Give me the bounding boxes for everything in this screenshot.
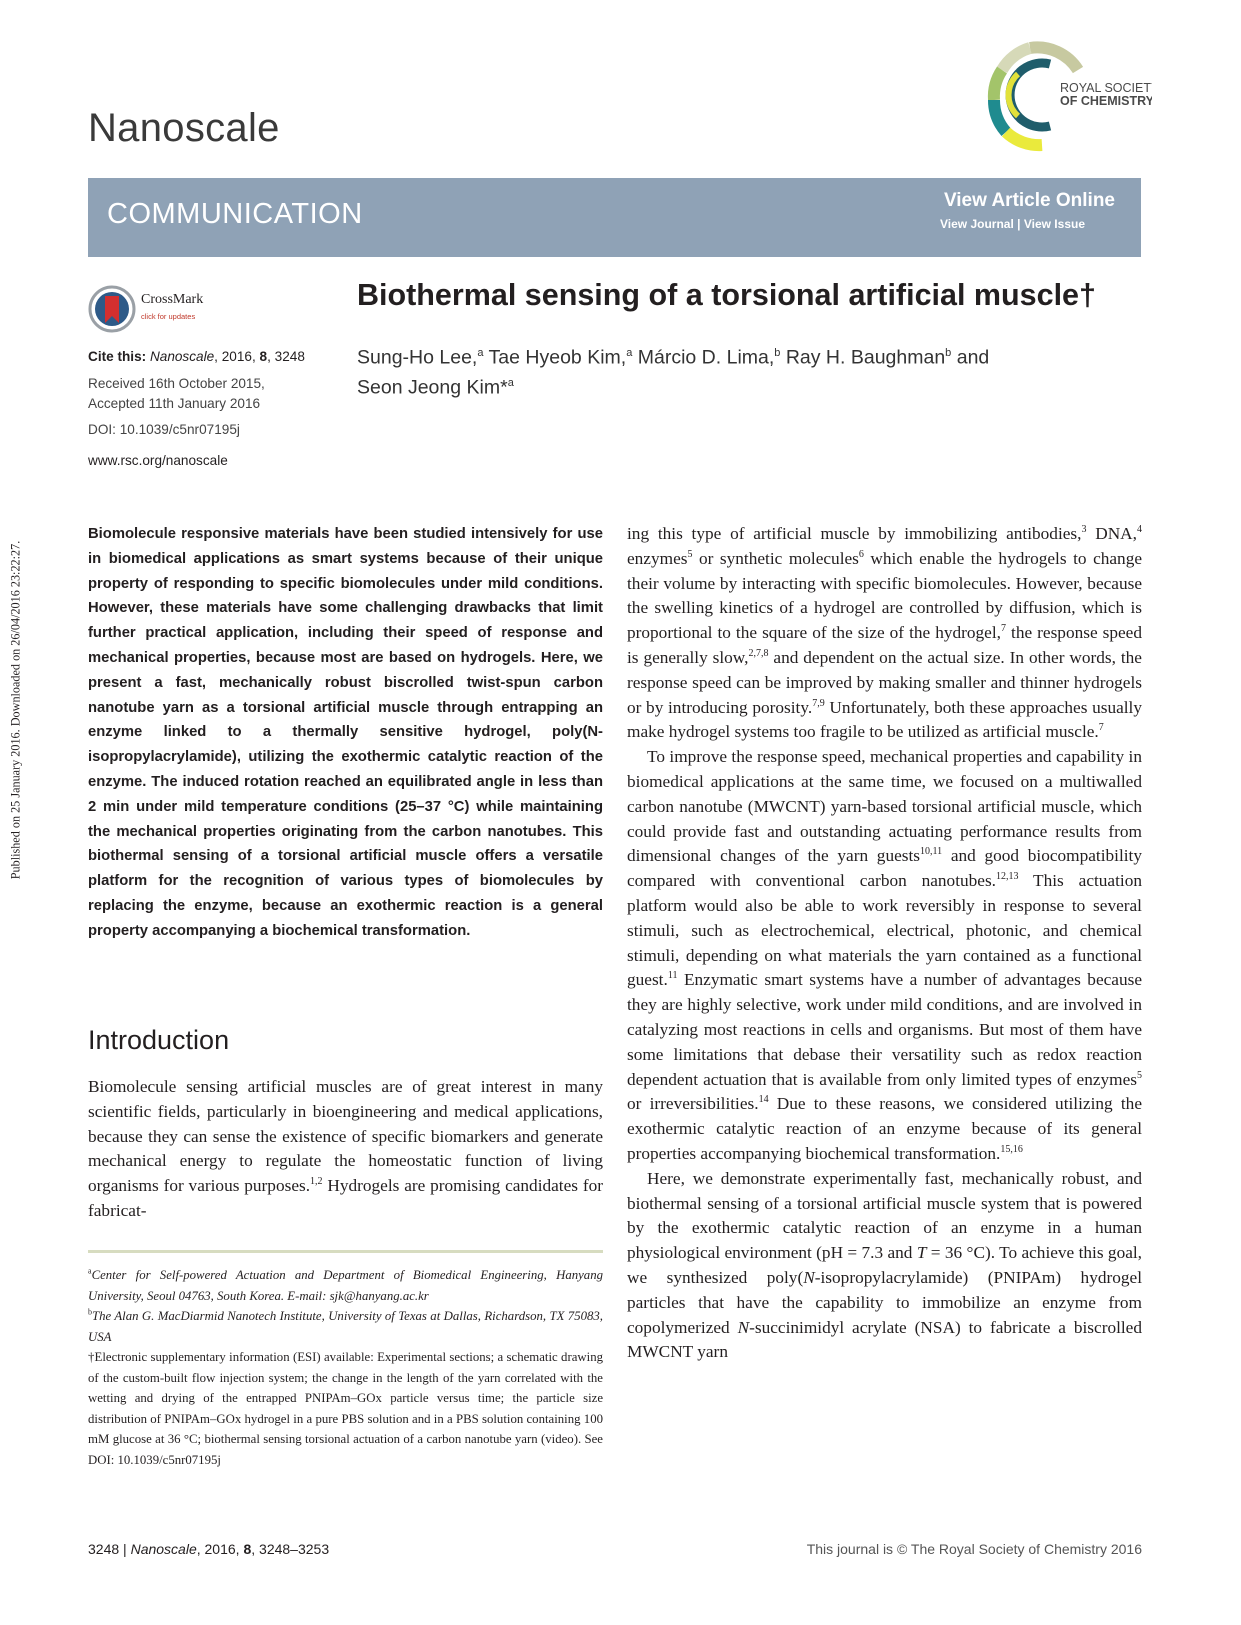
reference-citation: 2,7,8 <box>748 648 769 660</box>
view-issue-link[interactable]: View Issue <box>1023 217 1085 231</box>
body-text: ing this type of artificial muscle by immobilizing antibodies, <box>627 524 1082 543</box>
body-text: and good biocompatibility compared with conventional carbon nanotubes. <box>627 846 1142 891</box>
reference-citation: 10,11 <box>920 846 943 858</box>
footnote-a-mark: a <box>88 1266 92 1276</box>
reference-citation: 14 <box>758 1094 769 1106</box>
author-3: Márcio D. Lima, <box>637 346 775 369</box>
author-5: Seon Jeong Kim* <box>357 376 508 398</box>
body-text: -succinimidyl acrylate (NSA) to fabricate a biscrolled MWCNT yarn <box>627 1317 1142 1362</box>
body-paragraph-1 <box>627 522 1142 745</box>
view-links-separator: | <box>1017 217 1021 231</box>
intro-text: Biomolecule sensing artificial muscles are of great interest in many scientific fields, particularly in bioengineering and medical applications, because they can sense the existence of specific biomarkers and generate mechanical energy to regulate the homeostatic function of living organisms for various purposes. <box>88 1077 603 1196</box>
author-2-affiliation: a <box>626 347 633 359</box>
body-text: enzymes <box>627 548 688 568</box>
italic-symbol: N <box>737 1317 750 1337</box>
reference-citation: 7 <box>1098 722 1104 734</box>
crossmark-sub: click for updates <box>141 312 196 321</box>
italic-symbol: T <box>916 1243 927 1263</box>
author-3-affiliation: b <box>774 347 781 359</box>
page-number: 3248 <box>88 1541 120 1557</box>
rsc-logo-icon <box>982 40 1152 152</box>
rsc-logo <box>982 40 1152 152</box>
author-and: and <box>956 346 990 369</box>
copyright-notice: This journal is © The Royal Society of Chemistry 2016 <box>806 1541 1142 1557</box>
footnote-b-mark: b <box>88 1307 92 1317</box>
footnote-divider <box>88 1250 603 1253</box>
reference-citation: 15,16 <box>1000 1144 1023 1156</box>
rsc-logo-line1: ROYAL SOCIETY <box>1060 81 1152 95</box>
cite-year: , 2016, <box>214 349 256 364</box>
received-date: Received 16th October 2015, <box>88 376 265 391</box>
reference-citation: 12,13 <box>996 871 1019 883</box>
crossmark-badge[interactable] <box>88 282 228 336</box>
author-4: Ray H. Baughman <box>785 346 946 369</box>
view-links <box>940 217 1085 231</box>
view-journal-link[interactable]: View Journal <box>939 217 1014 231</box>
view-article-online-link[interactable]: View Article Online <box>943 190 1115 211</box>
cite-this <box>88 349 305 364</box>
body-text: which enable the hydrogels to change their volume by interacting with specific biomolecules. However, because the swelling kinetics of a hydrogel are controlled by diffusion, which is proportional to the square of the size of the hydrogel, <box>627 548 1142 643</box>
body-text: To improve the response speed, mechanical properties and capability in biomedical applications at the same time, we focused on a multiwalled carbon nanotube (MWCNT) yarn-based torsional artificial muscle, which could provide fast and outstanding actuating performance results from dimensional changes of the yarn guests <box>627 747 1142 866</box>
accepted-date: Accepted 11th January 2016 <box>88 396 261 411</box>
body-paragraph-2 <box>627 745 1142 1167</box>
body-text: or synthetic molecules <box>692 548 859 568</box>
body-text: Due to these reasons, we considered utilizing the exothermic catalytic reaction of an enzyme because of its general properties accompanying biochemical transformation. <box>627 1094 1142 1163</box>
journal-name: Nanoscale <box>88 106 280 150</box>
article-banner <box>88 178 1141 257</box>
italic-symbol: N <box>803 1267 815 1287</box>
body-text: Enzymatic smart systems have a number of advantages because they are highly selective, work under mild conditions, and are involved in catalyzing most reactions in cells and organisms. But most of them have some limitations that debase their versatility such as redox reaction dependent actuation that is available from only limited types of enzymes <box>627 970 1142 1089</box>
footnotes <box>88 1265 603 1470</box>
introduction-heading: Introduction <box>88 1025 230 1055</box>
intro-text-end: Hydrogels are promising candidates for fabricat- <box>88 1176 603 1220</box>
author-4-affiliation: b <box>945 347 952 359</box>
page-footer-citation <box>88 1541 329 1557</box>
introduction-paragraph <box>88 1075 603 1224</box>
author-1-affiliation: a <box>477 347 484 359</box>
right-column <box>627 522 1142 1365</box>
footnote-a <box>88 1265 603 1306</box>
body-text: DNA, <box>1086 524 1137 543</box>
body-text: = 36 °C). To achieve this goal, we synthesized poly( <box>627 1243 1142 1287</box>
cite-this-label: Cite this: <box>88 349 147 364</box>
body-text: the response speed is generally slow, <box>627 623 1142 667</box>
article-title: Biothermal sensing of a torsional artificial muscle† <box>357 278 1096 312</box>
reference-citation: 3 <box>1081 524 1087 536</box>
author-1: Sung-Ho Lee, <box>357 346 478 369</box>
crossmark-label: CrossMark <box>141 292 204 307</box>
footer-separator: | <box>123 1541 127 1557</box>
crossmark-icon <box>88 285 136 333</box>
footer-year: , 2016, <box>196 1541 240 1557</box>
body-text: or irreversibilities. <box>627 1094 759 1114</box>
cite-page: , 3248 <box>267 349 305 364</box>
author-list <box>357 341 1077 400</box>
journal-website-link[interactable]: www.rsc.org/nanoscale <box>88 453 228 468</box>
cite-volume: 8 <box>259 349 268 364</box>
author-2: Tae Hyeob Kim, <box>488 346 627 369</box>
footer-journal: Nanoscale <box>130 1541 197 1557</box>
cite-journal: Nanoscale <box>149 349 215 364</box>
intro-reference: 1,2 <box>310 1176 323 1188</box>
body-text: -isopropylacrylamide) (PNIPAm) hydrogel particles that have the capability to immobilize an enzyme from copolymerized <box>627 1267 1142 1337</box>
footer-volume: 8 <box>243 1541 252 1557</box>
footnote-b-text: The Alan G. MacDiarmid Nanotech Institute, University of Texas at Dallas, Richardson, TX 75083, USA <box>88 1309 603 1344</box>
download-side-note: Published on 25 January 2016. Downloaded on 26/04/2016 23:22:27. <box>8 540 23 880</box>
body-text: and dependent on the actual size. In other words, the response speed can be improved by making smaller and thinner hydrogels or by introducing porosity. <box>627 647 1142 717</box>
article-type: COMMUNICATION <box>107 198 363 230</box>
abstract: Biomolecule responsive materials have been studied intensively for use in biomedical applications as smart systems because of their unique property of responding to specific biomolecules under mild conditions. However, these materials have some challenging drawbacks that limit further practical application, including their speed of response and mechanical properties, because most are based on hydrogels. Here, we present a fast, mechanically robust biscrolled twist-spun carbon nanotube yarn as a torsional artificial muscle through entrapping an enzyme linked to a thermally sensitive hydrogel, poly(N-isopropylacrylamide), utilizing the exothermic catalytic reaction of the enzyme. The induced rotation reached an equilibrated angle in less than 2 min under mild temperature conditions (25–37 °C) while maintaining the mechanical properties originating from the carbon nanotubes. This biothermal sensing of a torsional artificial muscle offers a versatile platform for the recognition of various types of biomolecules by replacing the enzyme, because an exothermic reaction is a general property accompanying a biochemical transformation. <box>88 526 603 939</box>
footnote-a-text: Center for Self-powered Actuation and Department of Biomedical Engineering, Hanyang University, Seoul 04763, South Korea. E-mail: sjk@hanyang.ac.kr <box>88 1268 603 1303</box>
body-text: This actuation platform would also be able to work reversibly in response to several stimuli, such as electrochemical, electrical, photonic, and chemical stimuli, depending on what materials the yarn contained as a functional guest. <box>627 871 1142 990</box>
footer-pages: , 3248–3253 <box>251 1541 330 1557</box>
footnote-esi: †Electronic supplementary information (ESI) available: Experimental sections; a schematic drawing of the custom-built flow injection system; the change in the length of the yarn correlated with the wetting and drying of the entrapped PNIPAm–GOx particle versus time; the particle size distribution of PNIPAm–GOx hydrogel in a pure PBS solution and in a PBS solution containing 100 mM glucose at 36 °C; biothermal sensing torsional actuation of a carbon nanotube yarn (video). See DOI: 10.1039/c5nr07195j <box>88 1350 603 1467</box>
reference-citation: 4 <box>1136 524 1142 536</box>
body-text: Here, we demonstrate experimentally fast, mechanically robust, and biothermal sensing of a torsional artificial muscle system that is powered by the exothermic catalytic reaction of an enzyme in a human physiological environment (pH = 7.3 and <box>627 1168 1142 1263</box>
author-5-affiliation: a <box>507 376 514 389</box>
body-text: Unfortunately, both these approaches usually make hydrogel systems too fragile to be utilized as artificial muscle. <box>627 697 1142 742</box>
reference-citation: 5 <box>687 549 693 561</box>
reference-citation: 7 <box>1000 623 1006 635</box>
reference-citation: 5 <box>1137 1069 1142 1081</box>
doi[interactable]: DOI: 10.1039/c5nr07195j <box>88 422 240 437</box>
rsc-logo-line2: OF CHEMISTRY <box>1060 94 1152 108</box>
reference-citation: 11 <box>667 970 678 982</box>
footnote-b <box>88 1306 603 1347</box>
reference-citation: 6 <box>858 549 864 561</box>
body-paragraph-3 <box>627 1167 1142 1365</box>
reference-citation: 7,9 <box>812 697 825 709</box>
